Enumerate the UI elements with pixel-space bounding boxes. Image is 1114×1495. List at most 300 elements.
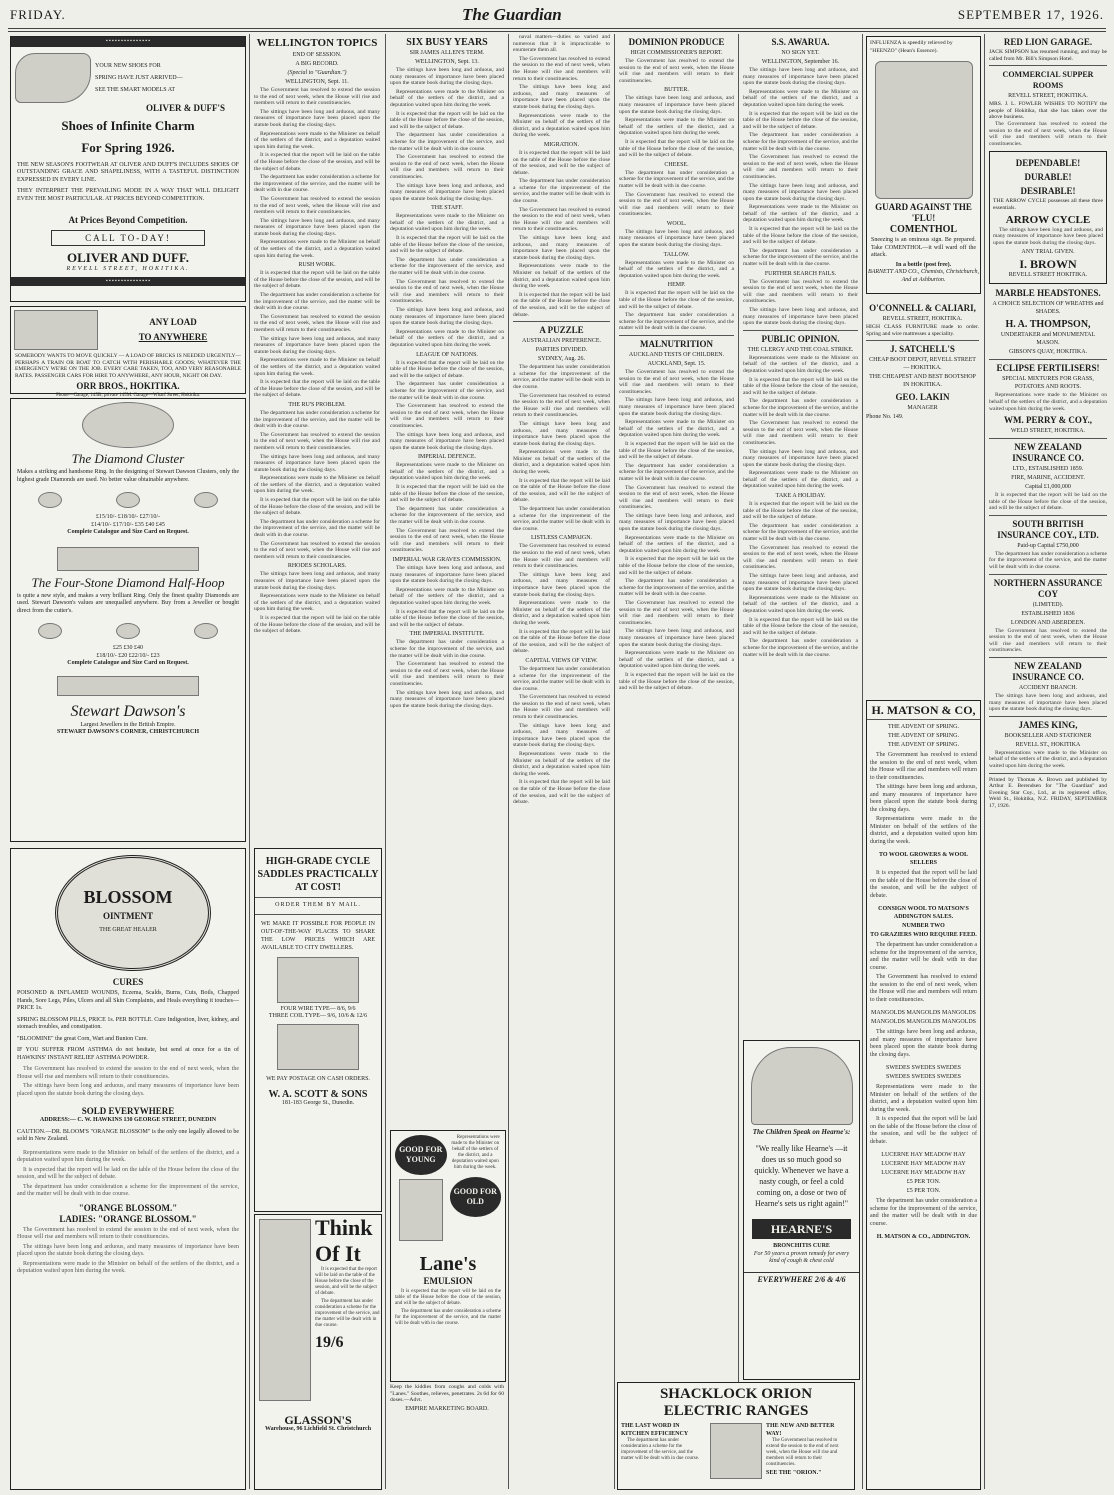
article-paragraph: The department has under consideration a scheme for the improvement of the service, and the matter will be dealt with in due course. [743,247,858,268]
article-paragraph: The sittings have been long and arduous, and many measures of importance have been placed upon the statute book during the closing days. [619,628,734,648]
think-line-2: Of It [315,1241,361,1266]
blossom-fineprint-2 [11,1148,245,1203]
article-paragraph: It is expected that the report will be laid on the table of the House before the close of the session, and will be the subject of debate. [513,291,610,318]
diamond-body-2: is quite a new style, and makes a very brilliant Ring. Only the finest quality Diamonds are used. Stewart Dawson's values are unequalled anywhere. Buy from a Jeweller or bought direct from the cutter's. [17,592,239,614]
column-news-4 [513,34,610,1489]
satchell-role: MANAGER [907,405,938,412]
redlion-body: JACK SIMPSON has resumed running, and may be called from Mr. Bill's Simpson Hotel. [989,49,1107,62]
article-paragraph: The department has under consideration a scheme for the improvement of the service, and the matter will be dealt with in due course. [743,522,858,543]
article-body [390,360,504,452]
blossom-ointment-ad [10,848,246,1490]
matson-paragraph: Representations were made to the Minister on behalf of the settlers of the district, and a deputation waited upon him during the week. [870,1084,977,1113]
article-paragraph: Representations were made to the Minister on behalf of the settlers of the district, and a deputation waited upon him during the week. [743,354,858,374]
matson-lucerne: LUCERNE HAY MEADOW HAY [881,1170,966,1176]
matson-advent: THE ADVENT OF SPRING. [888,742,959,748]
column-divider [508,34,509,1489]
arrow-cycle-ad [989,151,1107,284]
ring-icon [116,492,140,508]
truck-illustration [14,310,98,350]
matson-body [867,868,980,904]
lanes-paragraph: Representations were made to the Minister on behalf of the settlers of the district, and a deputation waited upon him during the week. [451,1135,500,1170]
article-paragraph: The Government has resolved to extend the session to the end of next week, when the House will rise and members will return to their constituencies. [254,313,380,333]
article-paragraph: The department has under consideration a scheme for the improvement of the service, and the matter will be dealt with in due course. [743,638,858,658]
lanes-note: Keep the kiddies from coughs and colds with "Lanes." Soothes, relieves, penetrates. 2s 6d for 60 doses.—Advt. [390,1384,504,1404]
arrow-paragraph: The sittings have been long and arduous, and many measures of importance have been placed upon the statute book during the closing days. [993,226,1103,246]
southbritish-fineprint [989,551,1107,571]
diamond-note-1: Complete Catalogue and Size Card on Request. [67,529,189,535]
shoe-illustration [15,53,91,103]
article-paragraph: The Government has resolved to extend the session to the end of next week, when the House will rise and members will return to their constituencies. [743,278,858,305]
article-paragraph: It is expected that the report will be laid on the table of the House before the close of the session, and will be the subject of debate. [743,376,858,396]
article-paragraph: The sittings have been long and arduous, and many measures of importance have been placed upon the statute book during the closing days. [619,228,734,249]
article-paragraph: The Government has resolved to extend the session to the end of next week, when the House will rise and members will return to their constituencies. [390,661,504,687]
article-dateline: AUCKLAND, Sept. 15. [647,361,706,367]
article-headline: PUBLIC OPINION. [761,333,840,344]
article-headline: A PUZZLE [539,325,584,336]
article-subhead: AUSTRALIAN PREFERENCE. [521,338,601,345]
glassons-ad [254,1214,382,1490]
article-paragraph: The sittings have been long and arduous, and many measures of importance have been placed upon the statute book during the closing days. [254,335,380,355]
article-paragraph: The Government has resolved to extend the session to the end of next week, when the House will rise and members will return to their constituencies. [743,544,858,571]
article-paragraph: The Government has resolved to extend the session to the end of next week, when the House will rise and members will return to their constituencies. [619,484,734,511]
masthead-rule-2 [8,31,1106,32]
diamond-brand: Stewart Dawson's [70,702,186,720]
matson-wool: TO WOOL GROWERS & WOOL SELLERS [878,852,969,866]
article-subhead: A BIG RECORD. [295,61,339,67]
fineprint-paragraph: The department has under consideration a scheme for the improvement of the service, and the matter will be dealt with in due course. [17,1183,239,1197]
article-headline: S.S. AWARUA. [771,37,830,47]
column-7-ads [866,300,979,500]
diamond-note-2: Complete Catalogue and Size Card on Request. [67,660,189,666]
article-body [743,355,858,490]
glassons-address: Warehouse, 96 Lichfield St. Christchurch [264,1426,372,1432]
article-body [513,364,610,532]
article-body [390,213,504,348]
nzins2-sub: ACCIDENT BRANCH. [1018,685,1078,692]
article-paragraph: The sittings have been long and arduous, and many measures of importance have been placed upon the statute book during the closing days. [390,565,504,585]
northern-head: NORTHERN ASSURANCE COY [993,577,1103,599]
article-paragraph: The sittings have been long and arduous, and many measures of importance have been placed upon the statute book during the closing days. [513,84,610,110]
matson-paragraph: It is expected that the report will be laid on the table of the House before the close of the session, and will be the subject of debate. [870,870,977,899]
article-paragraph: Representations were made to the Minister on behalf of the settlers of the district, and a deputation waited upon him during the week. [619,534,734,554]
article-section-head: MIGRATION. [543,141,580,148]
article-paragraph: The department has under consideration a scheme for the improvement of the service, and the matter will be dealt with in due course. [254,292,380,312]
fineprint-paragraph: The sittings have been long and arduous, and many measures of importance have been placed upon the statute book during the closing days. [17,1243,239,1257]
article-section-head: BUTTER. [664,87,689,94]
article-paragraph: The Government has resolved to extend the session to the end of next week, when the House will rise and members will return to their constituencies. [513,392,610,419]
article-body [254,410,380,560]
arrow-line-2: DURABLE! [1024,172,1072,183]
marble-body: A CHOICE SELECTION OF WREATHS and SHADES. [992,301,1104,316]
article-paragraph: The Government has resolved to extend the session to the end of next week, when the House will rise and members will return to their constituencies. [619,58,734,84]
article-subhead: SIR JAMES ALLEN'S TERM. [409,50,485,56]
saddles-body: WE MAKE IT POSSIBLE FOR PEOPLE IN OUT-OF-THE-WAY PLACES TO SHARE THE LOW PRICES WHICH ARE AVAILABLE TO CITY DWELLERS. [261,920,375,951]
article-body [390,67,504,202]
article-paragraph: Representations were made to the Minister on behalf of the settlers of the district, and a deputation waited upon him during the week. [513,600,610,626]
matson-body [867,1027,980,1063]
masthead [10,4,1104,26]
article-paragraph: The department has under consideration a scheme for the improvement of the service, and the matter will be dealt with in due course. [743,398,858,418]
matson-paragraph: The sittings have been long and arduous, and many measures of importance have been placed upon the statute book during the closing days. [870,784,977,813]
arrow-fineprint [993,227,1103,247]
saddles-order: ORDER THEM BY MAIL. [275,902,361,908]
eclipse-head: ECLIPSE FERTILISERS! [996,363,1100,374]
load-body: SOMEBODY WANTS TO MOVE QUICKLY — A LOAD OF BRICKS IS NEEDED URGENTLY—PERHAPS A TRAIN OR BOAT TO CATCH WITH PERISHABLE GOODS; WHATEVER THE EMERGENCY WE'RE ON THE JOB. EVERY CARE TAKEN, TOO, AND VERY REASONABLE RATES. PASSENGER CARS FOR HIRE TO ANYWHERE, ANY HOUR, NIGHT OR DAY. [15,353,241,379]
article-body [254,270,380,399]
article-paragraph: Representations were made to the Minister on behalf of the settlers of the district, and a deputation waited upon him during the week. [743,470,858,490]
article-paragraph: The sittings have been long and arduous, and many measures of importance have been placed upon the statute book during the closing days. [743,573,858,593]
article-headline: MALNUTRITION [639,339,713,349]
king-address: REVELL ST., HOKITIKA [1015,741,1081,748]
article-paragraph: It is expected that the report will be laid on the table of the House before the close of the session, and will be the subject of debate. [390,359,504,379]
matson-lucerne: LUCERNE HAY MEADOW HAY [881,1161,966,1167]
hearne-tagline: For 50 years a proven remedy for every kind of cough & chest cold [753,1250,850,1264]
shoes-address: REVELL STREET, HOKITIKA. [66,266,190,272]
good-for-old-badge: GOOD FOR OLD [450,1177,502,1217]
arrow-line-1: DEPENDABLE! [1015,158,1081,169]
article-paragraph: The Government has resolved to extend the session to the end of next week, when the House will rise and members will return to their constituencies. [254,540,380,560]
scott-saddles-ad [254,848,382,1212]
diamond-title-1: The Diamond Cluster [71,451,185,466]
matson-body [867,1196,980,1232]
orion-see: SEE THE "ORION." [766,1470,822,1476]
matson-paragraph: The department has under consideration a scheme for the improvement of the service, and the matter will be dealt with in due course. [870,1198,977,1227]
flu-price: In a bottle (post free). [895,261,952,268]
article-paragraph: The Government has resolved to extend the session to the end of next week, when the House will rise and members will return to their constituencies. [743,420,858,446]
southbritish-paragraph: The department has under consideration a scheme for the improvement of the service, and the matter will be dealt with in due course. [989,550,1107,571]
saddles-headline: HIGH-GRADE CYCLE SADDLES PRACTICALLY AT COST! [257,856,379,893]
article-body [513,543,610,655]
article-paragraph: Representations were made to the Minister on behalf of the settlers of the district, and a deputation waited upon him during the week. [619,259,734,279]
article-paragraph: It is expected that the report will be laid on the table of the House before the close of the session, and will be the subject of debate. [743,110,858,130]
article-paragraph: The sittings have been long and arduous, and many measures of importance have been placed upon the statute book during the closing days. [390,689,504,709]
article-paragraph: It is expected that the report will be laid on the table of the House before the close of the session, and will be the subject of debate. [254,270,380,290]
article-paragraph: Representations were made to the Minister on behalf of the settlers of the district, and a deputation waited upon him during the week. [513,751,610,777]
article-paragraph: It is expected that the report will be laid on the table of the House before the close of the session, and will be the subject of debate. [619,671,734,692]
flu-firm: BARNETT AND CO., Chemists, Christchurch, And at Ashburton. [868,269,979,283]
article-section-head: THE IMPERIAL INSTITUTE. [409,631,485,638]
nzins-body: FIRE, MARINE, ACCIDENT. [1011,475,1085,482]
think-line-1: Think [315,1215,373,1240]
flu-intro: INFLUENZA is speedily relieved by "HEENZO" (Hean's Essence). [870,40,953,54]
article-body [513,150,610,318]
shoes-prices: At Prices Beyond Competition. [68,215,188,225]
orion-better-way: THE NEW AND BETTER WAY! [766,1423,835,1437]
article-paragraph: The sittings have been long and arduous, and many measures of importance have been placed upon the statute book during the closing days. [619,397,734,417]
eclipse-fineprint [989,392,1107,412]
masthead-day: FRIDAY. [10,7,66,22]
load-firm: ORR BROS., HOKITIKA. [76,381,180,391]
matson-paragraph: The Government has resolved to extend the session to the end of next week, when the House will rise and members will return to their constituencies. [870,974,977,1003]
article-paragraph: Representations were made to the Minister on behalf of the settlers of the district, and a deputation waited upon him during the week. [390,462,504,482]
article-paragraph: It is expected that the report will be laid on the table of the House before the close of the session, and will be the subject of debate. [513,149,610,176]
blossom-fineprint-3 [11,1225,245,1280]
article-paragraph: The department has under consideration a scheme for the improvement of the service, and the matter will be dealt with in due course. [254,518,380,539]
shoes-title: Shoes of Infinite Charm [61,117,195,133]
blossom-sold: SOLD EVERYWHERE [81,1106,175,1116]
article-body [390,462,504,554]
matson-firm: H. MATSON & CO., ADDINGTON. [876,1234,971,1240]
article-body [743,501,858,658]
article-body [743,279,858,327]
masthead-rule [8,28,1106,29]
column-divider [249,34,250,1489]
ad-bottom-band: ▪ ▪ ▪ ▪ ▪ ▪ ▪ ▪ ▪ ▪ ▪ ▪ ▪ ▪ ▪ [11,277,245,287]
emulsion-bottle-illustration [399,1179,443,1241]
flu-brand: COMENTHOL [889,224,958,235]
article-section-head: TALLOW. [663,251,690,258]
hearne-quote: "We really like Hearne's —it does us so much good so quickly. Whenever we have a nasty cough, or feel a cold coming on, a dose or two of Hearne's sets us right again!" [754,1144,849,1208]
nzins2-fineprint [989,693,1107,713]
article-paragraph: The department has under consideration a scheme for the improvement of the service, and the matter will be dealt with in due course. [390,381,504,401]
article-paragraph: Representations were made to the Minister on behalf of the settlers of the district, and a deputation waited upon him during the week. [513,449,610,476]
article-dateline: WELLINGTON, September 16. [761,59,840,65]
matson-paragraph: The Government has resolved to extend the session to the end of next week, when the House will rise and members will return to their constituencies. [870,752,977,781]
king-fineprint [989,750,1107,770]
southbritish-capital: Paid-up Capital £750,000 [1017,542,1079,549]
article-paragraph: The department has under consideration a scheme for the improvement of the service, and the matter will be dealt with in due course. [390,639,504,659]
eclipse-paragraph: Representations were made to the Minister on behalf of the settlers of the district, and a deputation waited upon him during the week. [989,392,1107,412]
arrow-trial: ANY TRIAL GIVEN. [1021,249,1075,256]
article-paragraph: The Government has resolved to extend the session to the end of next week, when the House will rise and members will return to their constituencies. [254,431,380,451]
article-paragraph: Representations were made to the Minister on behalf of the settlers of the district, and a deputation waited upon him during the week. [254,475,380,495]
rooms-paragraph: The Government has resolved to extend the session to the end of next week, when the House will rise and members will return to their constituencies. [989,120,1107,147]
article-paragraph: The department has under consideration a scheme for the improvement of the service, and the matter will be dealt with in due course. [390,132,504,152]
rooms-fineprint [989,121,1107,147]
article-section-head: CHEESE. [664,161,689,168]
matson-paragraph: The sittings have been long and arduous, and many measures of importance have been placed upon the statute book during the closing days. [870,1029,977,1058]
article-paragraph: It is expected that the report will be laid on the table of the House before the close of the session, and will be the subject of debate. [254,497,380,517]
article-paragraph: The department has under consideration a scheme for the improvement of the service, and the matter will be dealt with in due course. [513,665,610,692]
article-section-head: RHODES SCHOLARS. [287,563,347,570]
article-paragraph: The Government has resolved to extend the session to the end of next week, when the House will rise and members will return to their constituencies. [513,543,610,570]
arrow-address: REVELL STREET HOKITIKA. [1008,272,1088,279]
ring-icon [38,623,62,639]
saddles-four-wire: FOUR WIRE TYPE— 8/6, 9/6 [280,1005,356,1012]
fineprint-paragraph: The Government has resolved to extend the session to the end of next week, when the House will rise and members will return to their constituencies. [17,1066,239,1080]
article-paragraph: The Government has resolved to extend the session to the end of next week, when the House will rise and members will return to their constituencies. [390,278,504,305]
blossom-brand: BLOSSOM [83,887,173,907]
article-paragraph: It is expected that the report will be laid on the table of the House before the close of the session, and will be the subject of debate. [254,614,380,635]
article-body [743,67,858,268]
article-paragraph: The sittings have been long and arduous, and many measures of importance have been placed upon the statute book during the closing days. [390,182,504,202]
article-paragraph: naval matters—duties so varied and numerous that it is impracticable to enumerate them all. [513,34,610,54]
article-paragraph: The Government has resolved to extend the session to the end of next week, when the House will rise and members will return to their constituencies. [390,154,504,180]
load-phone: Phone—Garage, 145B; private 145M. Garage—Wharf Street, Hokitika. [56,393,200,398]
shoes-season: For Spring 1926. [81,139,175,155]
lanes-fineprint [450,1135,502,1171]
good-for-young-badge: GOOD FOR YOUNG [395,1135,447,1175]
children-illustration [751,1047,853,1125]
article-section-head: THE RU'S PROBLEM. [288,401,346,408]
article-paragraph: The Government has resolved to extend the session to the end of next week, when the House will rise and members will return to their constituencies. [619,600,734,626]
ocallaghan-name: O'CONNELL & CALIARI, [869,303,976,313]
rooms-address: REVELL STREET, HOKITIKA. [1008,93,1088,100]
shoes-call: CALL TO-DAY! [51,230,205,246]
article-body [390,565,504,628]
lanes-paragraph: The department has under consideration a scheme for the improvement of the service, and the matter will be dealt with in due course. [395,1309,501,1326]
article-paragraph: The department has under consideration a scheme for the improvement of the service, and the matter will be dealt with in due course. [619,312,734,332]
article-dateline: WELLINGTON, Sept. 11. [285,79,349,85]
blossom-cures: CURES [112,977,144,987]
shoes-line-1: YOUR NEW SHOES FOR [95,62,161,69]
article-paragraph: The Government has resolved to extend the session to the end of next week, when the House will rise and members will return to their constituencies. [390,527,504,554]
lanes-notice [390,1384,504,1489]
fineprint-paragraph: It is expected that the report will be laid on the table of the House before the close of the session, and will be the subject of debate. [17,1166,239,1180]
article-paragraph: Representations were made to the Minister on behalf of the settlers of the district, and a deputation waited upon him during the week. [254,130,380,150]
shoes-body-2: THEY INTERPRET THE PREVAILING MODE IN A WAY THAT WILL DELIGHT EVEN THE MOST PARTICULAR. AT PRICES BEYOND COMPETITION. [17,188,239,202]
matson-paragraph: Representations were made to the Minister on behalf of the settlers of the district, and a deputation waited upon him during the week. [870,816,977,845]
shoes-firm: OLIVER AND DUFF. [67,250,189,265]
article-subhead: HIGH COMMISSIONER'S REPORT. [630,50,723,56]
article-subhead: AUCKLAND TESTS OF CHILDREN. [628,352,725,358]
northern-sub: (LIMITED). [1032,601,1064,608]
arrow-firm: I. BROWN [1019,257,1077,272]
article-body [254,571,380,634]
orion-headline: ELECTRIC RANGES [663,1403,809,1419]
article-section-head: WOOL. [666,220,687,227]
satchell-tagline: THE CHEAPEST AND BEST BOOTSHOP IN HOKITIKA. [869,374,976,389]
article-paragraph: The sittings have been long and arduous, and many measures of importance have been placed upon the statute book during the closing days. [743,182,858,202]
saddle-illustration [277,957,359,1003]
column-divider [984,34,985,1489]
matson-advent: THE ADVENT OF SPRING. [888,724,959,730]
article-subhead: PARTIES DIVIDED. [535,347,588,354]
think-paragraph: The department has under consideration a scheme for the improvement of the service, and the matter will be dealt with in due course. [315,1299,380,1328]
hearne-everywhere: EVERYWHERE 2/6 & 4/6 [744,1272,859,1284]
article-dateline: WELLINGTON, Sept. 13. [415,59,479,65]
hearne-caption: The Children Speak on Hearne's: [752,1128,851,1136]
article-body [254,87,380,259]
ocallaghan-address: REVELL STREET, HOKITIKA. [882,316,963,322]
article-paragraph: The sittings have been long and arduous, and many measures of importance have been placed upon the statute book during the closing days. [743,448,858,468]
article-body [513,34,610,139]
matson-number: NUMBER TWO [902,923,945,929]
article-paragraph: Representations were made to the Minister on behalf of the settlers of the district, and a deputation waited upon him during the week. [390,88,504,108]
blossom-ladies: LADIES: "ORANGE BLOSSOM." [59,1213,197,1224]
diamond-body-1: Makes a striking and handsome Ring. In the designing of Stewart Dawson Clusters, only the highest grade Diamonds are used. No better value obtainable anywhere. [17,469,239,483]
article-paragraph: The department has under consideration a scheme for the improvement of the service, and the matter will be dealt with in due course. [513,506,610,532]
article-paragraph: The Government has resolved to extend the session to the end of next week, when the House will rise and members will return to their constituencies. [513,55,610,82]
ad-top-band: ▪ ▪ ▪ ▪ ▪ ▪ ▪ ▪ ▪ ▪ ▪ ▪ ▪ ▪ ▪ [11,37,245,47]
article-paragraph: The department has under consideration a scheme for the improvement of the service, and the matter will be dealt with in due course. [513,178,610,205]
article-paragraph: The sittings have been long and arduous, and many measures of importance have been placed upon the statute book during the closing days. [254,108,380,128]
article-paragraph: Representations were made to the Minister on behalf of the settlers of the district, and a deputation waited upon him during the week. [513,112,610,139]
diamond-prices-4: £18/10/- £20 £22/10/- £23 [96,652,160,659]
article-body [513,666,610,806]
eclipse-name: WM. PERRY & COY., [1003,415,1092,426]
article-paragraph: It is expected that the report will be laid on the table of the House before the close of the session, and will be the subject of debate. [390,110,504,130]
article-paragraph: The sittings have been long and arduous, and many measures of importance have been placed upon the statute book during the closing days. [513,235,610,261]
matson-body [867,1082,980,1150]
article-paragraph: The sittings have been long and arduous, and many measures of importance have been placed upon the statute book during the closing days. [513,420,610,447]
saddles-three-coil: THREE COIL TYPE— 9/6, 10/6 & 12/6 [268,1013,368,1019]
column-dominion-produce [619,34,734,1489]
ornament-divider [57,676,199,696]
article-paragraph: The Government has resolved to extend the session to the end of next week, when the House will rise and members will return to their constituencies. [390,403,504,429]
article-body [619,95,734,158]
northern-fineprint [989,628,1107,654]
diamond-prices-3: £25 £30 £40 [113,645,143,651]
article-paragraph: The sittings have been long and arduous, and many measures of importance have been placed upon the statute book during the closing days. [743,307,858,327]
fineprint-paragraph: The sittings have been long and arduous, and many measures of importance have been placed upon the statute book during the closing days. [17,1083,239,1097]
article-subhead: NO SIGN YET. [781,50,820,56]
article-paragraph: The department has under consideration a scheme for the improvement of the service, and the matter will be dealt with in due course. [743,132,858,152]
nzins-head: NEW ZEALAND INSURANCE CO. [1012,442,1084,464]
saddle-illustration [277,1024,359,1070]
article-paragraph: The department has under consideration a scheme for the improvement of the service, and the matter will be dealt with in due course. [619,462,734,482]
article-paragraph: It is expected that the report will be laid on the table of the House before the close of the session, and will be the subject of debate. [619,556,734,576]
article-paragraph: It is expected that the report will be laid on the table of the House before the close of the session, and will be the subject of debate. [619,138,734,159]
marble-name: H. A. THOMPSON, [1005,319,1091,331]
article-paragraph: Representations were made to the Minister on behalf of the settlers of the district, and a deputation waited upon him during the week. [254,357,380,377]
stewart-dawson-ad [10,398,246,842]
article-paragraph: It is expected that the report will be laid on the table of the House before the close of the session, and will be the subject of debate. [743,501,858,521]
matson-advent: THE ADVENT OF SPRING. [888,733,959,739]
diamond-address: STEWART DAWSON'S CORNER, CHRISTCHURCH [56,729,200,735]
article-paragraph: The sittings have been long and arduous, and many measures of importance have been placed upon the statute book during the closing days. [254,571,380,591]
article-paragraph: The sittings have been long and arduous, and many measures of importance have been placed upon the statute book during the closing days. [513,571,610,598]
article-subhead: THE CLERGY AND THE COAL STRIKE. [747,346,854,353]
king-name: JAMES KING, [1018,719,1078,730]
think-price: 19/6 [315,1334,344,1351]
marble-role: UNDERTAKER and MONUMENTAL MASON. [1000,332,1096,347]
lady-figure-illustration [259,1219,311,1401]
article-section-head: LISTLESS CAMPAIGN. [530,535,593,542]
article-body [619,290,734,332]
diamond-prices-1: £15/10/- £18/10/- £27/10/- [96,514,160,520]
fineprint-paragraph: The Government has resolved to extend the session to the end of next week, when the House will rise and members will return to their constituencies. [17,1226,239,1240]
orion-paragraph: The department has under consideration a scheme for the improvement of the service, and the matter will be dealt with in due course. [621,1438,700,1461]
article-body [619,58,734,84]
shoes-body-1: THE NEW SEASON'S FOOTWEAR AT OLIVER AND DUFF'S INCLUDES SHOES OF OUTSTANDING GRACE AND SHAPELINESS, WITH A TASTEFUL DISTINCTION EXPRESSED IN EVERY LINE. [17,161,239,183]
article-dateline: SYDNEY, Aug. 26. [537,356,586,363]
think-body [315,1267,381,1329]
diamond-title-2: The Four-Stone Diamond Half-Hoop [31,574,225,590]
article-paragraph: The department has under consideration a scheme for the improvement of the service, and the matter will be dealt with in due course. [390,256,504,277]
article-section-head: IMPERIAL DEFENCE. [417,454,477,461]
nzins-sub: LTD., ESTABLISHED 1859. [1012,466,1084,473]
column-divider [385,34,386,1489]
shoes-line-2: SPRING HAVE JUST ARRIVED— [95,74,183,81]
oliver-duff-shoes-ad [10,36,246,302]
article-paragraph: The department has under consideration a scheme for the improvement of the service, and the matter will be dealt with in due course. [619,169,734,189]
article-paragraph: Representations were made to the Minister on behalf of the settlers of the district, and a deputation waited upon him during the week. [619,117,734,137]
article-paragraph: The Government has resolved to extend the session to the end of next week, when the House will rise and members will return to their constituencies. [254,87,380,107]
eclipse-body: SPECIAL MIXTURES FOR GRASS, POTATOES AND ROOTS. [1002,376,1094,391]
article-paragraph: The sittings have been long and arduous, and many measures of importance have been placed upon the statute book during the closing days. [619,512,734,533]
article-paragraph: Representations were made to the Minister on behalf of the settlers of the district, and a deputation waited upon him during the week. [743,594,858,614]
saddles-postage: WE PAY POSTAGE ON CASH ORDERS. [266,1075,370,1082]
satchell-shop: CHEAP BOOT DEPOT, REVELL STREET — HOKITIKA. [869,357,976,372]
article-paragraph: The department has under consideration a scheme for the improvement of the service, and the matter will be dealt with in due course. [619,578,734,598]
flu-guard: GUARD AGAINST THE 'FLU! [875,202,972,223]
article-section-head: LEAGUE OF NATIONS. [416,351,478,358]
lanes-paragraph: It is expected that the report will be laid on the table of the House before the close of the session, and will be the subject of debate. [395,1289,501,1306]
rooms-body: MRS. J. L. FOWLER WISHES TO NOTIFY the people of Hokitika, that she has taken over the above business. [989,101,1107,121]
article-paragraph: The sittings have been long and arduous, and many measures of importance have been placed upon the statute book during the closing days. [390,67,504,87]
orr-bros-load-ad [10,306,246,398]
matson-lucerne: LUCERNE HAY MEADOW HAY [881,1152,966,1158]
king-role: BOOKSELLER AND STATIONER [1004,732,1092,739]
article-paragraph: The Government has resolved to extend the session to the end of next week, when the House will rise and members will return to their constituencies. [513,694,610,721]
cluster-ring-illustration [82,402,174,448]
article-headline: SIX BUSY YEARS [406,37,488,48]
load-line-2: TO ANYWHERE [138,332,208,342]
ring-icon [194,623,218,639]
hearne-cure: BRONCHITIS CURE [773,1243,830,1249]
orion-paragraph: The Government has resolved to extend the session to the end of next week, when the House will rise and members will return to their constituencies. [766,1438,839,1467]
